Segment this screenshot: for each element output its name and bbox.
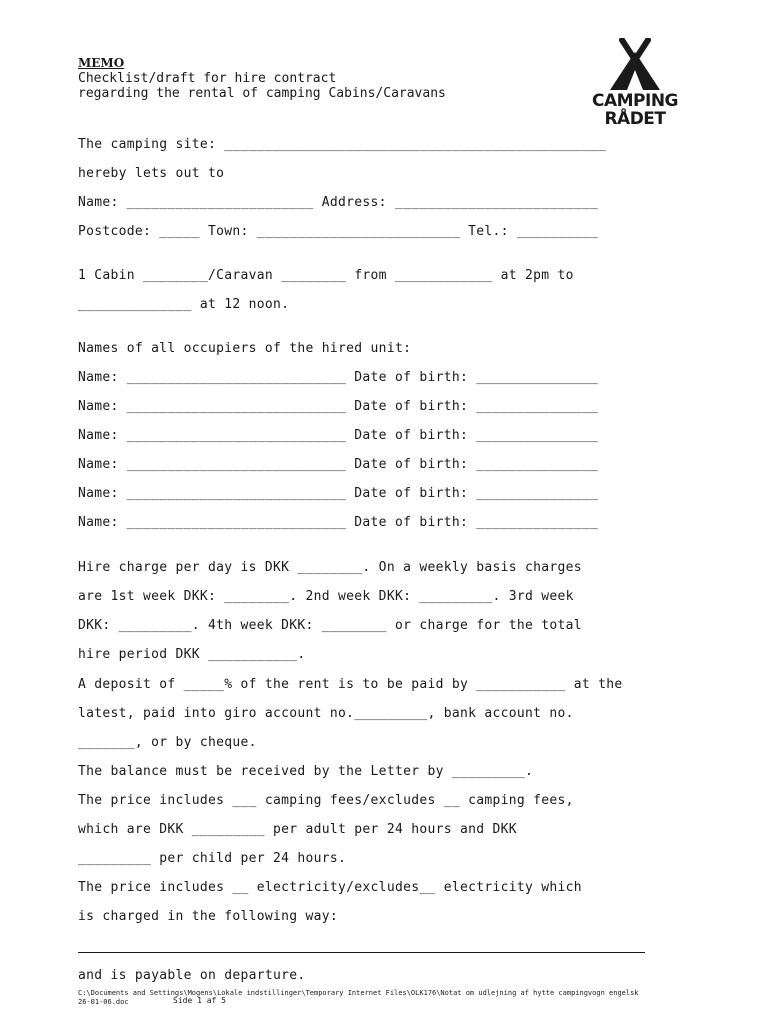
occupant-row: Name: ___________________________ Date of birth: _______________ — [78, 515, 599, 530]
tent-icon — [570, 38, 700, 94]
hire-charge-line: Hire charge per day is DKK ________. On a weekly basis charges — [78, 560, 582, 575]
camping-fees-line: The price includes ___ camping fees/excludes __ camping fees, — [78, 793, 574, 808]
occupant-row: Name: ___________________________ Date of birth: _______________ — [78, 370, 599, 385]
memo-label: MEMO — [78, 56, 125, 70]
giro-account-line: latest, paid into giro account no._________, bank account no. — [78, 706, 574, 721]
footer-file-date: 26-01-06.doc — [78, 998, 129, 1006]
hire-period-line: hire period DKK ___________. — [78, 647, 306, 662]
title-line-2: regarding the rental of camping Cabins/Caravans — [78, 86, 446, 101]
deposit-line: A deposit of _____% of the rent is to be paid by ___________ at the — [78, 677, 623, 692]
weekly-charges-line: are 1st week DKK: ________. 2nd week DKK: _________. 3rd week — [78, 589, 574, 604]
occupant-row: Name: ___________________________ Date of birth: _______________ — [78, 428, 599, 443]
electricity-line: The price includes __ electricity/excludes__ electricity which — [78, 880, 582, 895]
postcode-town-tel-line: Postcode: _____ Town: _________________________ Tel.: __________ — [78, 224, 599, 239]
camping-site-line: The camping site: _______________________________________________ — [78, 137, 607, 152]
footer-page-number: Side 1 af 5 — [173, 996, 226, 1005]
name-address-line: Name: _______________________ Address: _________________________ — [78, 195, 599, 210]
occupant-row: Name: ___________________________ Date of birth: _______________ — [78, 486, 599, 501]
noon-line: ______________ at 12 noon. — [78, 297, 290, 312]
lets-out-line: hereby lets out to — [78, 166, 225, 181]
campingradet-logo — [570, 38, 700, 130]
per-child-line: _________ per child per 24 hours. — [78, 851, 347, 866]
blank-rule — [78, 952, 645, 953]
payable-line: and is payable on departure. — [78, 968, 306, 983]
logo-text-radet: RÅDET — [604, 109, 666, 129]
weekly-charges-line-2: DKK: _________. 4th week DKK: ________ or charge for the total — [78, 618, 582, 633]
title-line-1: Checklist/draft for hire contract — [78, 71, 337, 86]
charged-way-line: is charged in the following way: — [78, 909, 339, 924]
occupiers-heading: Names of all occupiers of the hired unit: — [78, 341, 412, 356]
occupant-row: Name: ___________________________ Date of birth: _______________ — [78, 457, 599, 472]
balance-line: The balance must be received by the Letter by _________. — [78, 764, 534, 779]
cheque-line: _______, or by cheque. — [78, 735, 257, 750]
cabin-caravan-line: 1 Cabin ________/Caravan ________ from ____________ at 2pm to — [78, 268, 574, 283]
logo-text-camping: CAMPING — [591, 91, 678, 111]
per-adult-line: which are DKK _________ per adult per 24 hours and DKK — [78, 822, 517, 837]
footer-file-path: C:\Documents and Settings\Mogens\Lokale indstillinger\Temporary Internet Files\OLK176\Notat om udlejning af hytte campingvogn engelsk — [78, 989, 639, 997]
occupant-row: Name: ___________________________ Date of birth: _______________ — [78, 399, 599, 414]
